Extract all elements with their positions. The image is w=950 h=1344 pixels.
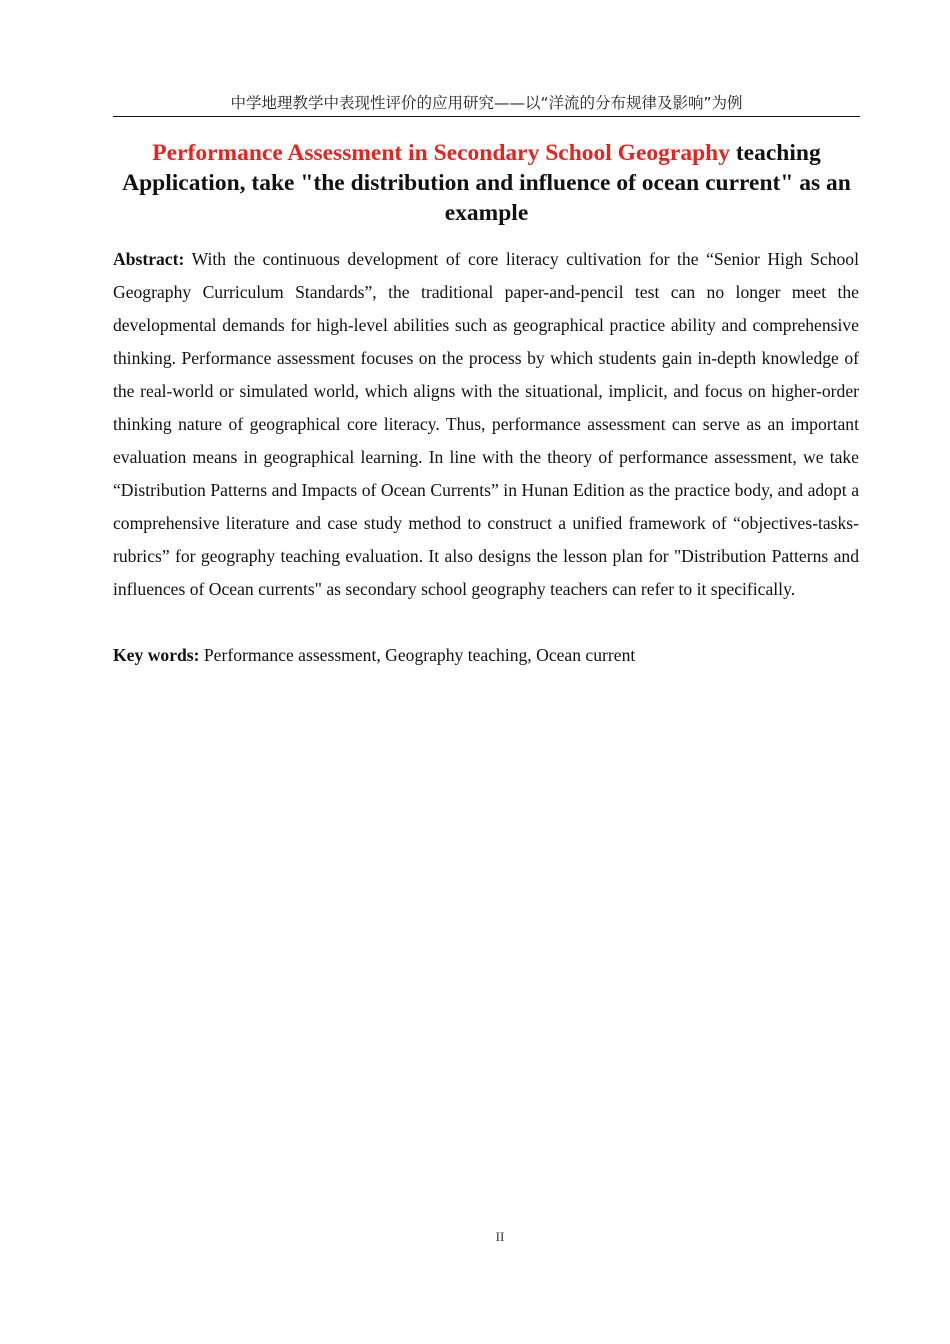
abstract-label: Abstract: <box>113 249 185 269</box>
running-header: 中学地理教学中表现性评价的应用研究——以“洋流的分布规律及影响”为例 <box>113 92 860 117</box>
abstract-paragraph <box>113 243 859 606</box>
title-highlighted-part: Performance Assessment in Secondary School Geography <box>152 140 730 166</box>
title-rest: teaching Application, take "the distribution and influence of ocean current" as an example <box>122 140 851 226</box>
keywords-label: Key words: <box>113 645 200 665</box>
keywords-text: Performance assessment, Geography teaching, Ocean current <box>199 645 636 665</box>
page-number: II <box>495 1229 505 1244</box>
keywords-line <box>113 639 859 672</box>
paper-title <box>113 138 860 228</box>
abstract-text: With the continuous development of core literacy cultivation for the “Senior High School Geography Curriculum Standards”, the traditional paper-and-pencil test can no longer meet the developmental demands for high-level abilities such as geographical practice ability and comprehensive thinking. Performance assessment focuses on the process by which students gain in-depth knowledge of the real-world or simulated world, which aligns with the situational, implicit, and focus on higher-order thinking nature of geographical core literacy. Thus, performance assessment can serve as an important evaluation means in geographical learning. In line with the theory of performance assessment, we take “Distribution Patterns and Impacts of Ocean Currents” in Hunan Edition as the practice body, and adopt a comprehensive literature and case study method to construct a unified framework of “objectives-tasks-rubrics” for geography teaching evaluation. It also designs the lesson plan for "Distribution Patterns and influences of Ocean currents" as secondary school geography teachers can refer to it specifically. <box>113 249 859 599</box>
